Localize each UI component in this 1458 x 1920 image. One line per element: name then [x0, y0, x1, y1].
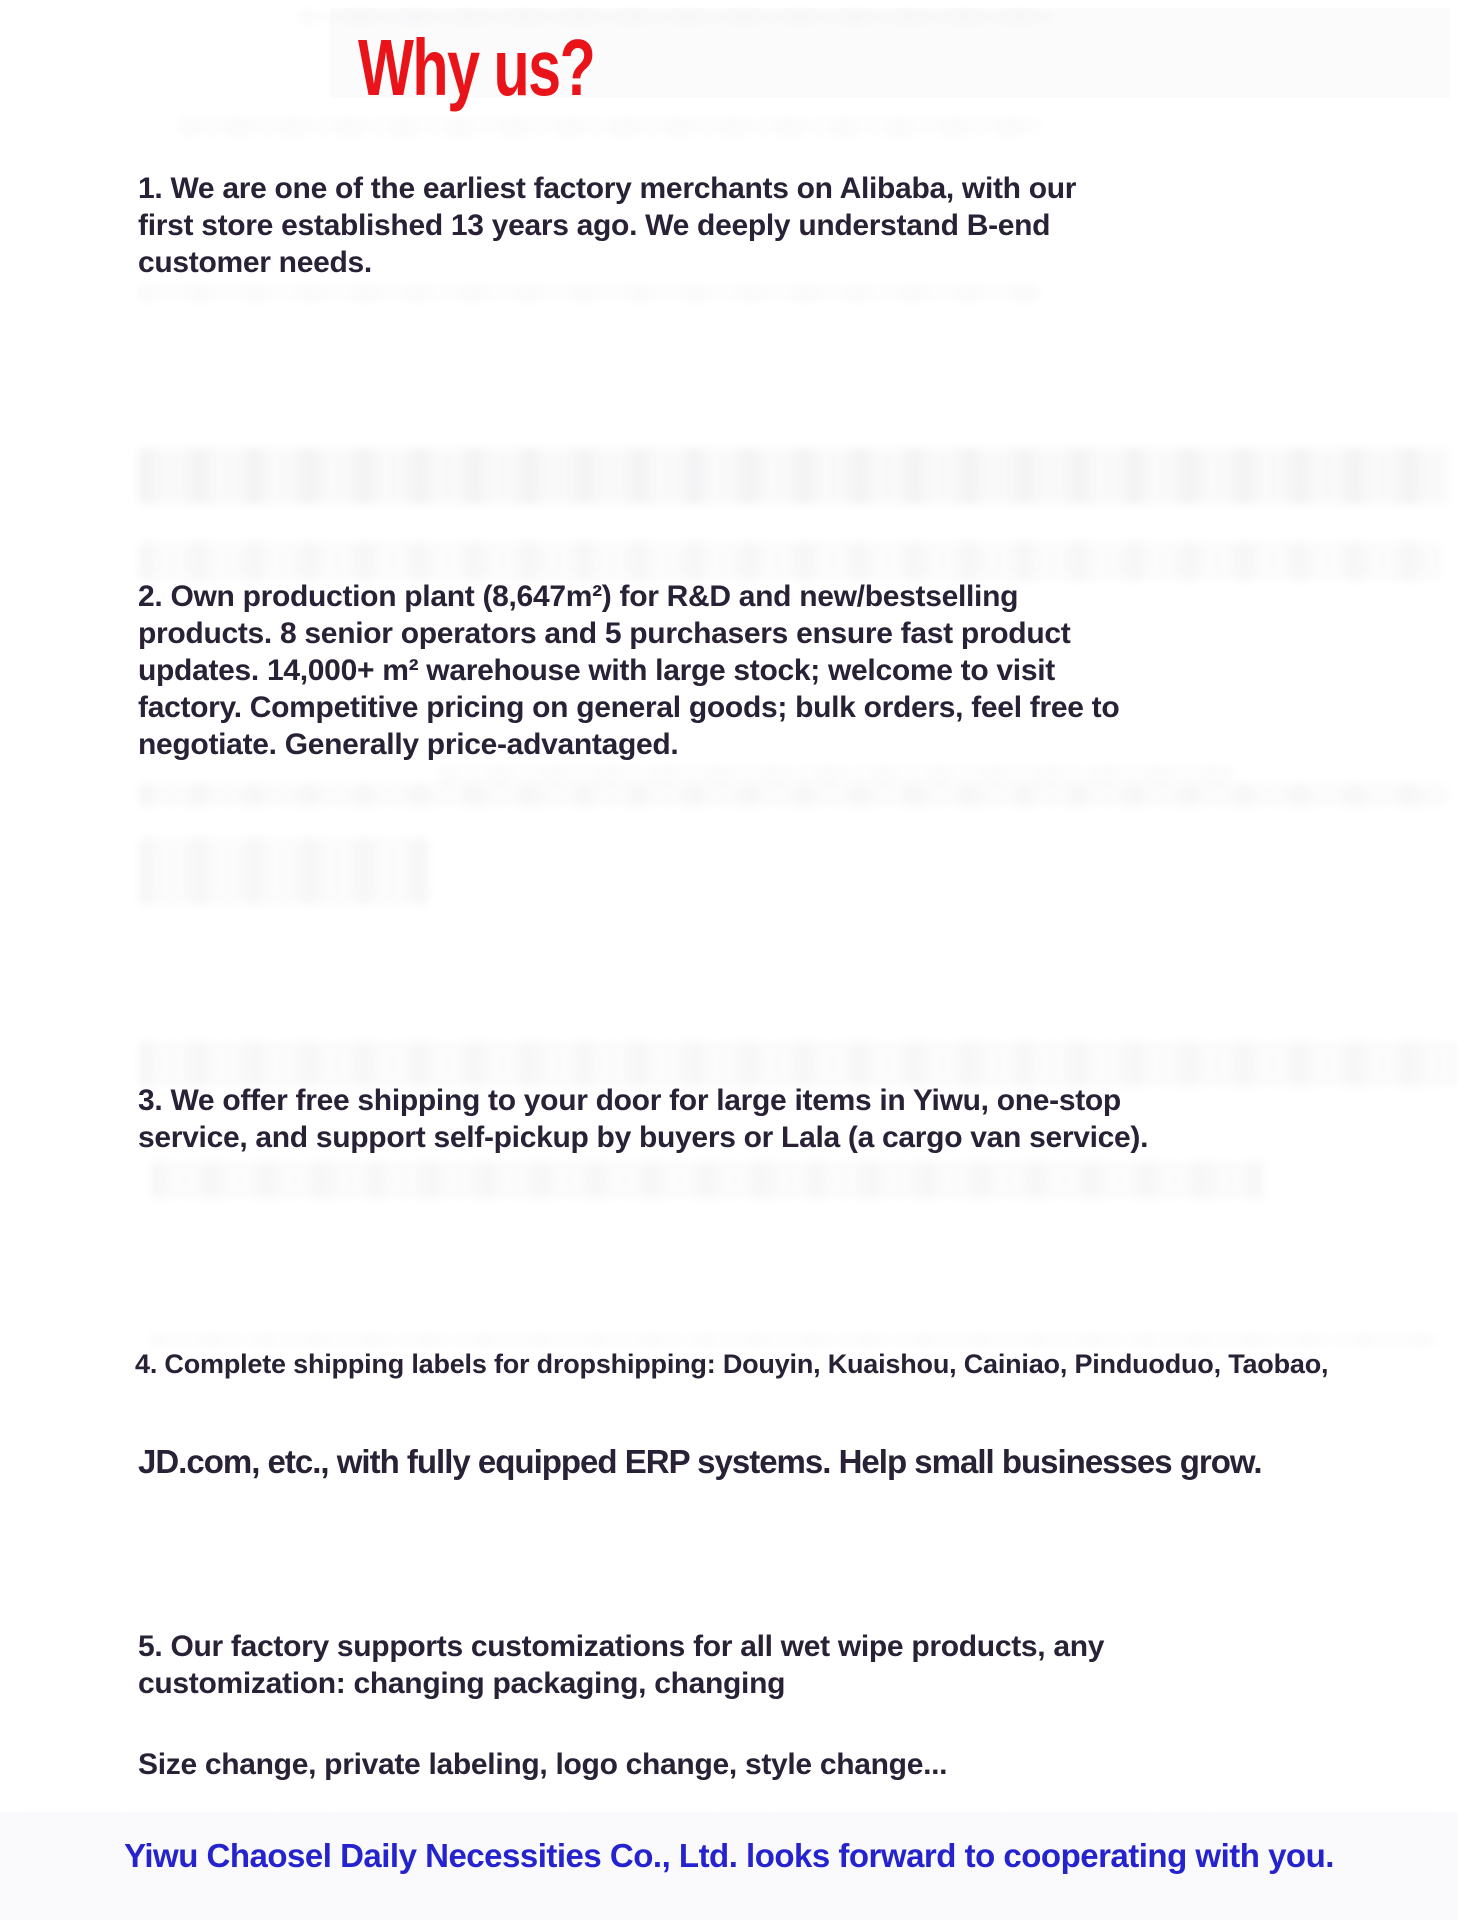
text-line: customization: changing packaging, changing — [138, 1667, 786, 1700]
point-5-continued-paragraph — [138, 1746, 947, 1783]
text-line: 5. Our factory supports customizations for all wet wipe products, any — [138, 1630, 1105, 1663]
ghost-text-artifact — [152, 1162, 1262, 1198]
ghost-text-artifact — [440, 766, 1240, 784]
ghost-text-artifact — [140, 284, 1040, 302]
ghost-text-artifact — [140, 448, 1450, 504]
point-2-paragraph — [138, 578, 1119, 763]
ghost-text-artifact — [140, 1042, 1456, 1086]
text-line: factory. Competitive pricing on general goods; bulk orders, feel free to — [138, 691, 1120, 724]
text-line: JD.com, etc., with fully equipped ERP systems. Help small businesses grow. — [138, 1443, 1262, 1480]
ghost-text-artifact — [140, 838, 430, 904]
text-line: 2. Own production plant (8,647m²) for R&D and new/bestselling — [138, 580, 1019, 613]
footer-company-message: Yiwu Chaosel Daily Necessities Co., Ltd. looks forward to cooperating with you. — [124, 1837, 1334, 1874]
text-line: updates. 14,000+ m² warehouse with large stock; welcome to visit — [138, 654, 1055, 687]
point-5-paragraph — [138, 1628, 1104, 1702]
point-4-intro-paragraph — [135, 1348, 1328, 1381]
text-line: 4. Complete shipping labels for dropshipping: Douyin, Kuaishou, Cainiao, Pinduoduo, Taobao, — [135, 1349, 1329, 1379]
page-title: Why us? — [358, 23, 595, 112]
ghost-text-artifact — [180, 118, 1040, 136]
point-4-continued-paragraph — [138, 1442, 1262, 1482]
text-line: service, and support self-pickup by buyers or Lala (a cargo van service). — [138, 1121, 1149, 1154]
text-line: 1. We are one of the earliest factory merchants on Alibaba, with our — [138, 172, 1077, 205]
footer-band — [0, 1812, 1458, 1920]
text-line: 3. We offer free shipping to your door for large items in Yiwu, one-stop — [138, 1084, 1121, 1117]
text-line: customer needs. — [138, 246, 372, 279]
point-3-paragraph — [138, 1082, 1148, 1156]
text-line: Size change, private labeling, logo change, style change... — [138, 1748, 948, 1781]
text-line: negotiate. Generally price-advantaged. — [138, 728, 679, 761]
text-line: products. 8 senior operators and 5 purchasers ensure fast product — [138, 617, 1071, 650]
point-1-paragraph — [138, 170, 1076, 281]
text-line: first store established 13 years ago. We deeply understand B-end — [138, 209, 1051, 242]
ghost-text-artifact — [140, 542, 1440, 580]
ghost-text-artifact — [140, 784, 1450, 806]
ghost-text-artifact — [150, 1334, 1440, 1346]
ghost-text-artifact — [300, 10, 1060, 24]
